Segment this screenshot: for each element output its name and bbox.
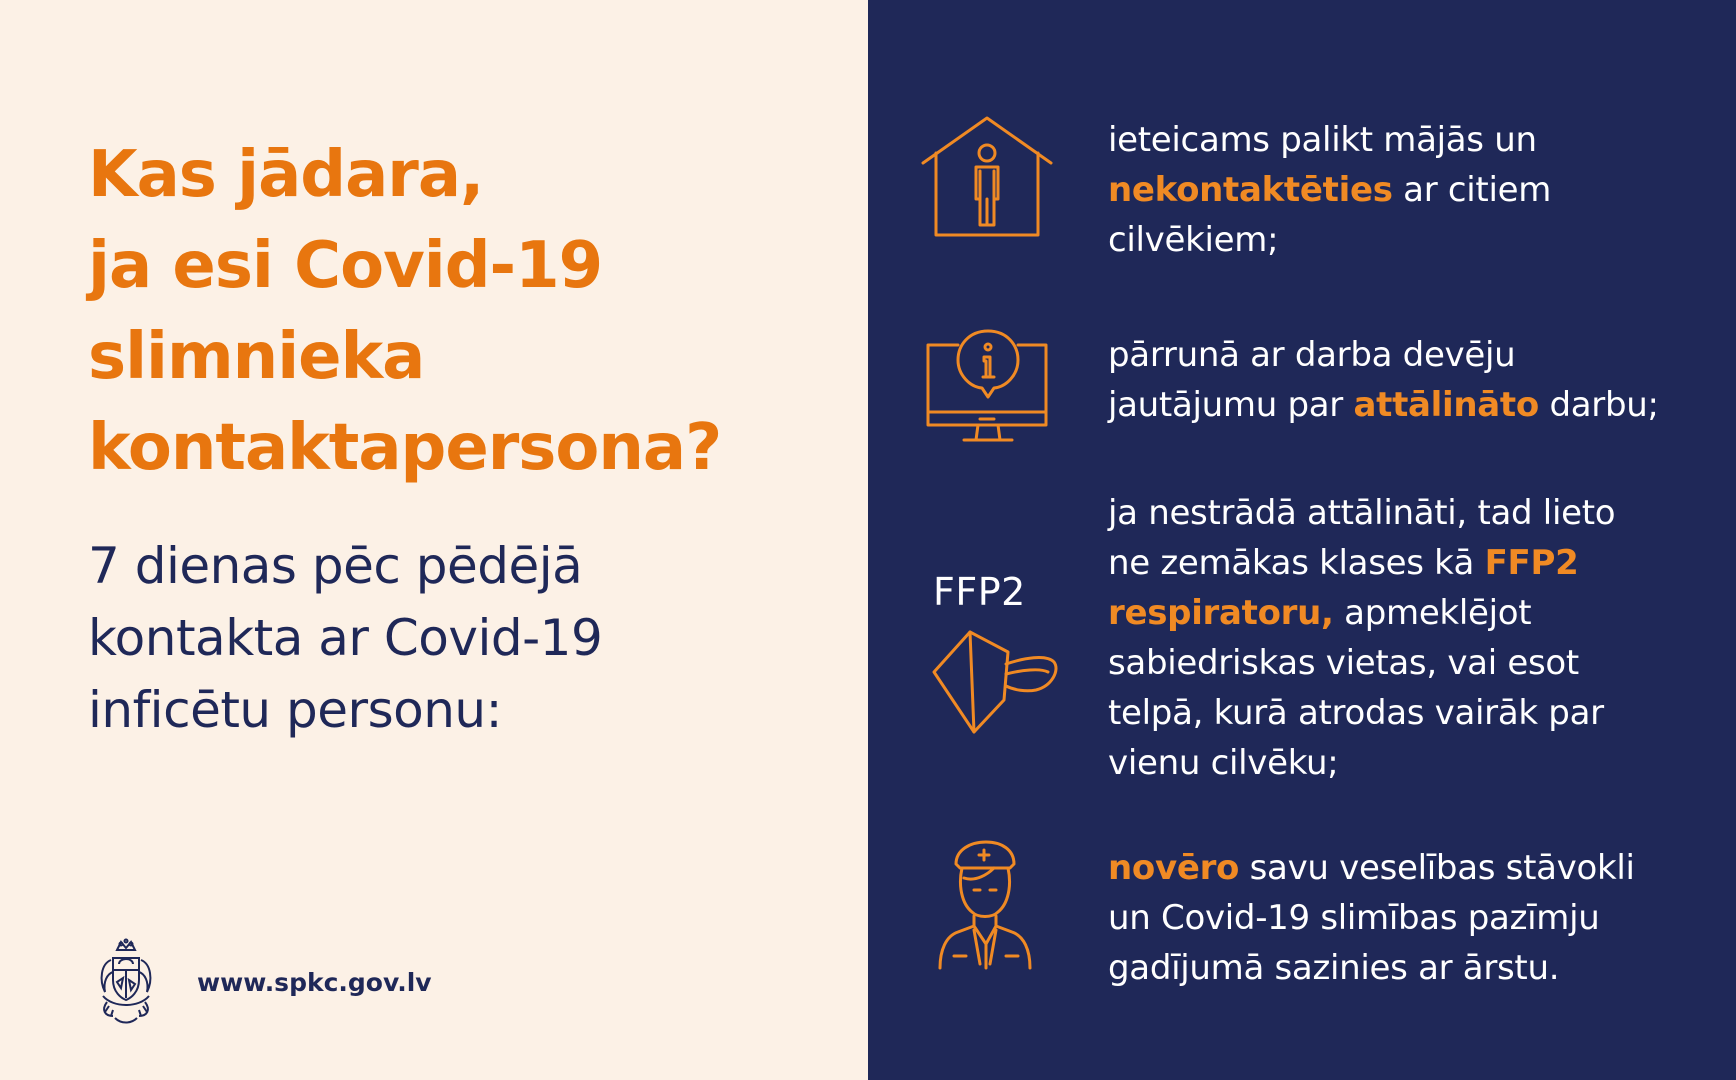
title-line: kontaktapersona? — [88, 411, 722, 485]
footer — [95, 936, 432, 1028]
advice-text-part: ne zemākas klases kā — [1108, 543, 1485, 583]
title-line: slimnieka — [88, 320, 425, 394]
subtitle-line: 7 dienas pēc pēdējā — [88, 537, 583, 595]
advice-line: gadījumā sazinies ar ārstu. — [1108, 948, 1560, 988]
advice-text — [1108, 330, 1718, 430]
advice-line — [1108, 380, 1718, 430]
advice-text-part: apmeklējot — [1333, 593, 1532, 633]
title-line: Kas jādara, — [88, 138, 484, 212]
advice-line: vienu cilvēku; — [1108, 743, 1339, 783]
advice-text-part: jautājumu par — [1108, 385, 1354, 425]
advice-text — [1108, 115, 1718, 265]
advice-highlight: FFP2 — [1484, 543, 1579, 583]
right-panel — [868, 0, 1736, 1080]
house-person-icon — [920, 115, 1055, 240]
advice-line: ja nestrādā attālināti, tad lieto — [1108, 493, 1616, 533]
ffp2-label: FFP2 — [933, 570, 1026, 614]
advice-text-part: savu veselības stāvokli — [1239, 848, 1635, 888]
advice-line: cilvēkiem; — [1108, 220, 1279, 260]
subtitle-line: inficētu personu: — [88, 681, 502, 739]
advice-text — [1108, 843, 1718, 993]
advice-text — [1108, 488, 1718, 788]
advice-highlight: attālināto — [1353, 385, 1539, 425]
advice-line: pārrunā ar darba devēju — [1108, 335, 1516, 375]
subtitle — [88, 530, 848, 746]
nurse-icon — [930, 838, 1050, 973]
title-line: ja esi Covid-19 — [88, 229, 603, 303]
subtitle-line: kontakta ar Covid-19 — [88, 609, 603, 667]
advice-highlight: novēro — [1108, 848, 1240, 888]
page-title — [88, 130, 848, 494]
advice-line — [1108, 165, 1718, 215]
advice-highlight: respiratoru, — [1108, 593, 1334, 633]
monitor-info-icon — [920, 325, 1055, 450]
advice-text-part: darbu; — [1538, 385, 1659, 425]
advice-line: sabiedriskas vietas, vai esot — [1108, 643, 1579, 683]
advice-line — [1108, 843, 1718, 893]
advice-line: ieteicams palikt mājās un — [1108, 120, 1537, 160]
advice-line — [1108, 538, 1718, 588]
advice-line: telpā, kurā atrodas vairāk par — [1108, 693, 1604, 733]
advice-line: un Covid-19 slimības pazīmju — [1108, 898, 1600, 938]
advice-text-part: ar citiem — [1392, 170, 1552, 210]
advice-line — [1108, 588, 1718, 638]
advice-highlight: nekontaktēties — [1108, 170, 1393, 210]
latvia-coat-of-arms-icon — [95, 936, 157, 1028]
website-link[interactable]: www.spkc.gov.lv — [197, 967, 432, 997]
ffp2-mask-icon — [932, 628, 1062, 738]
